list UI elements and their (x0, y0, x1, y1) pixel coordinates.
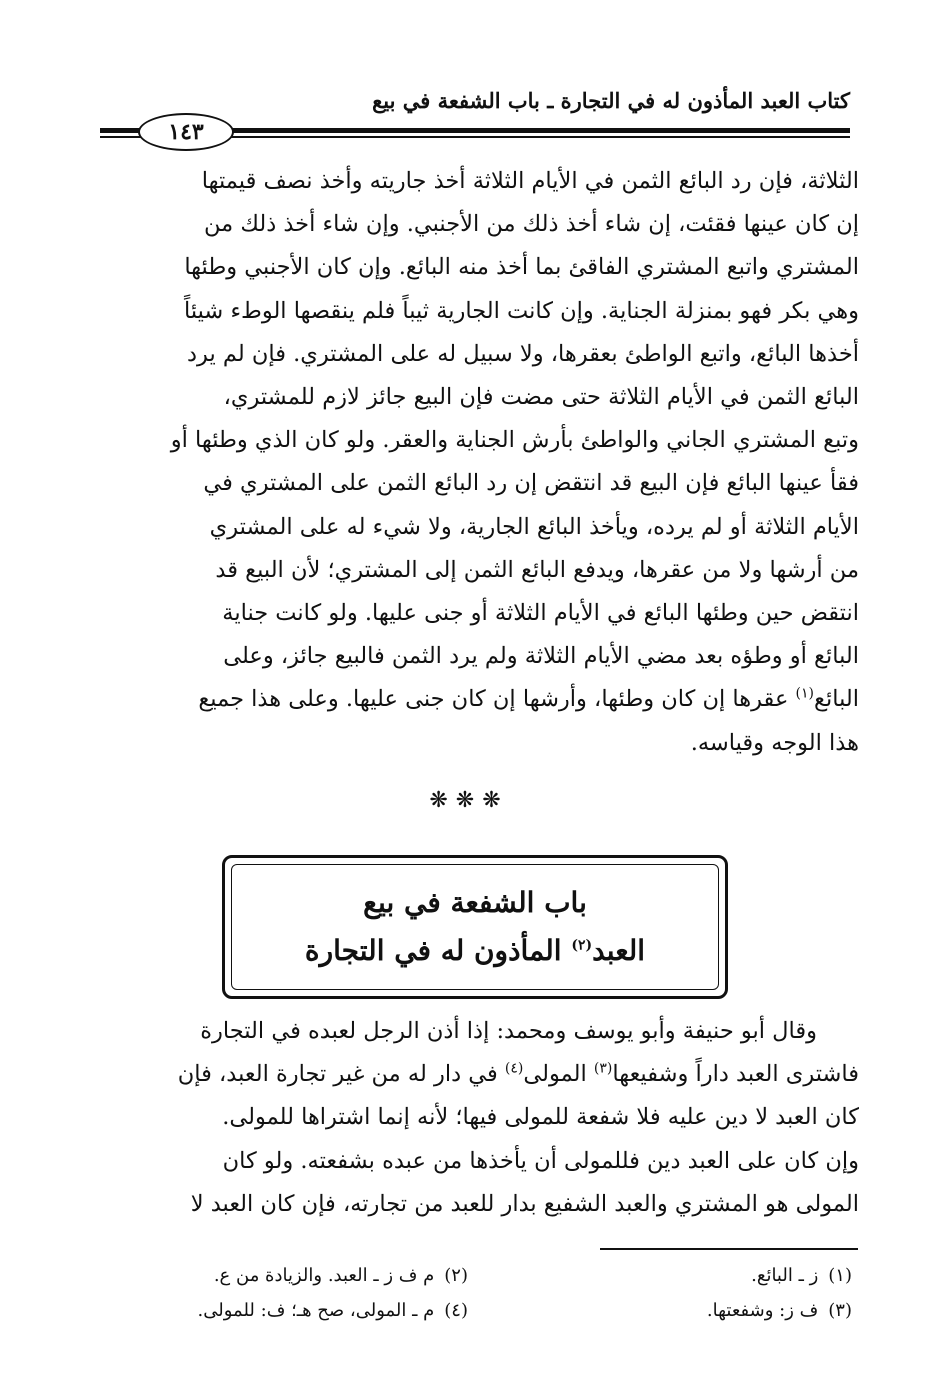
footnote-4 (198, 1300, 468, 1321)
footnote-text: م ف ز ـ العبد. والزيادة من ع. (213, 1265, 435, 1286)
footnote-number: (٣) (828, 1300, 852, 1321)
text-fragment: المأذون له في التجارة (304, 934, 572, 967)
footnote-1 (751, 1265, 852, 1286)
text-line: وتبع المشتري الجاني والواطئ بأرش الجناية والعقر. ولو كان الذي وطئها أو (170, 427, 859, 454)
text-line: المولى هو المشتري والعبد الشفيع بدار للعبد من تجارته، فإن كان العبد لا (190, 1190, 859, 1217)
text-line-with-note (102, 678, 859, 721)
footnote-text: م ـ المولى، صح هـ؛ ف: للمولى. (197, 1300, 435, 1321)
chapter-title-line-1: باب الشفعة في بيع (363, 886, 587, 919)
text-line-last: هذا الوجه وقياسه. (690, 729, 859, 756)
footnote-number: (١) (828, 1265, 852, 1286)
text-line: البائع الثمن في الأيام الثلاثة حتى مضت فإن البيع جائز لازم للمشتري، (223, 384, 859, 411)
text-line-with-notes (102, 1053, 859, 1096)
footnote-marker-4[interactable]: (٤) (504, 1060, 524, 1077)
text-fragment: المولى (523, 1061, 594, 1088)
text-fragment: وقال أبو حنيفة وأبو يوسف ومحمد: إذا أذن الرجل لعبده في التجارة (200, 1018, 817, 1044)
text-fragment: في دار له من غير تجارة العبد، فإن (177, 1061, 505, 1088)
footnote-2 (214, 1265, 468, 1286)
text-line: وإن كان على العبد دين فللمولى أن يأخذها من عبده بشفعته. ولو كان (222, 1147, 859, 1174)
footnote-marker-2[interactable]: (٢) (571, 937, 593, 954)
text-line: كان العبد لا دين عليه فلا شفعة للمولى فيها؛ لأنه إنما اشتراها للمولى. (222, 1104, 859, 1131)
text-line: إن كان عينها فقئت، إن شاء أخذ ذلك من الأجنبي. وإن شاء أخذ ذلك من (204, 211, 859, 238)
section-separator-ornament: ❋❋❋ (429, 788, 509, 813)
text-line: انتقض حين وطئها البائع في الأيام الثلاثة أو جنى عليها. ولو كانت جناية (222, 600, 859, 627)
footnote-3 (707, 1300, 852, 1321)
text-line: أخذها البائع، واتبع الواطئ بعقرها، ولا سبيل له على المشتري. فإن لم يرد (187, 340, 859, 367)
footnote-marker-1[interactable]: (١) (795, 685, 814, 702)
text-fragment: العبد (592, 934, 646, 967)
footnote-number: (٤) (444, 1300, 468, 1321)
text-line: الثلاثة، فإن رد البائع الثمن في الأيام الثلاثة أخذ جاريته وأخذ نصف قيمتها (201, 168, 859, 194)
text-line: البائع أو وطؤه بعد مضي الأيام الثلاثة ولم يرد الثمن فالبيع جائز، وعلى (223, 643, 859, 670)
chapter-title-inner-frame (231, 864, 719, 990)
chapter-paragraph (102, 1010, 859, 1226)
text-line: المشتري واتبع المشتري الفاقئ بما أخذ منه البائع. وإن كان الأجنبي وطئها (184, 254, 859, 281)
page-number: ١٤٣ (168, 119, 204, 145)
text-line: من أرشها ولا من عقرها، ويدفع البائع الثمن إلى المشتري؛ لأن البيع قد (215, 556, 859, 583)
chapter-title-frame (222, 855, 728, 999)
footnote-number: (٢) (444, 1265, 468, 1286)
text-fragment: عقرها إن كان وطئها، وأرشها إن كان جنى عليها. وعلى هذا جميع (198, 686, 796, 713)
text-line: الأيام الثلاثة أو لم يرده، ويأخذ البائع الجارية، ولا شيء له على المشتري (209, 513, 859, 540)
text-line (102, 1010, 859, 1053)
footnote-marker-3[interactable]: (٣) (593, 1060, 613, 1077)
footnote-divider (600, 1248, 858, 1250)
running-header-title: كتاب العبد المأذون له في التجارة ـ باب الشفعة في بيع (372, 88, 850, 113)
text-line: وهي بكر فهو بمنزلة الجناية. وإن كانت الجارية ثيباً فلم ينقصها الوطء شيئاً (184, 297, 859, 324)
footnote-text: ف ز: وشفعتها. (706, 1300, 819, 1321)
chapter-title-line-2 (305, 927, 645, 975)
footnote-text: ز ـ البائع. (751, 1265, 819, 1286)
paragraph-continued (102, 160, 859, 765)
text-line: فقأ عينها البائع فإن البيع قد انتقض إن رد البائع الثمن على المشتري في (203, 470, 859, 497)
page-number-badge (138, 113, 234, 151)
text-fragment: فاشترى العبد داراً وشفيعها (612, 1061, 859, 1088)
text-fragment: البائع (814, 686, 859, 713)
